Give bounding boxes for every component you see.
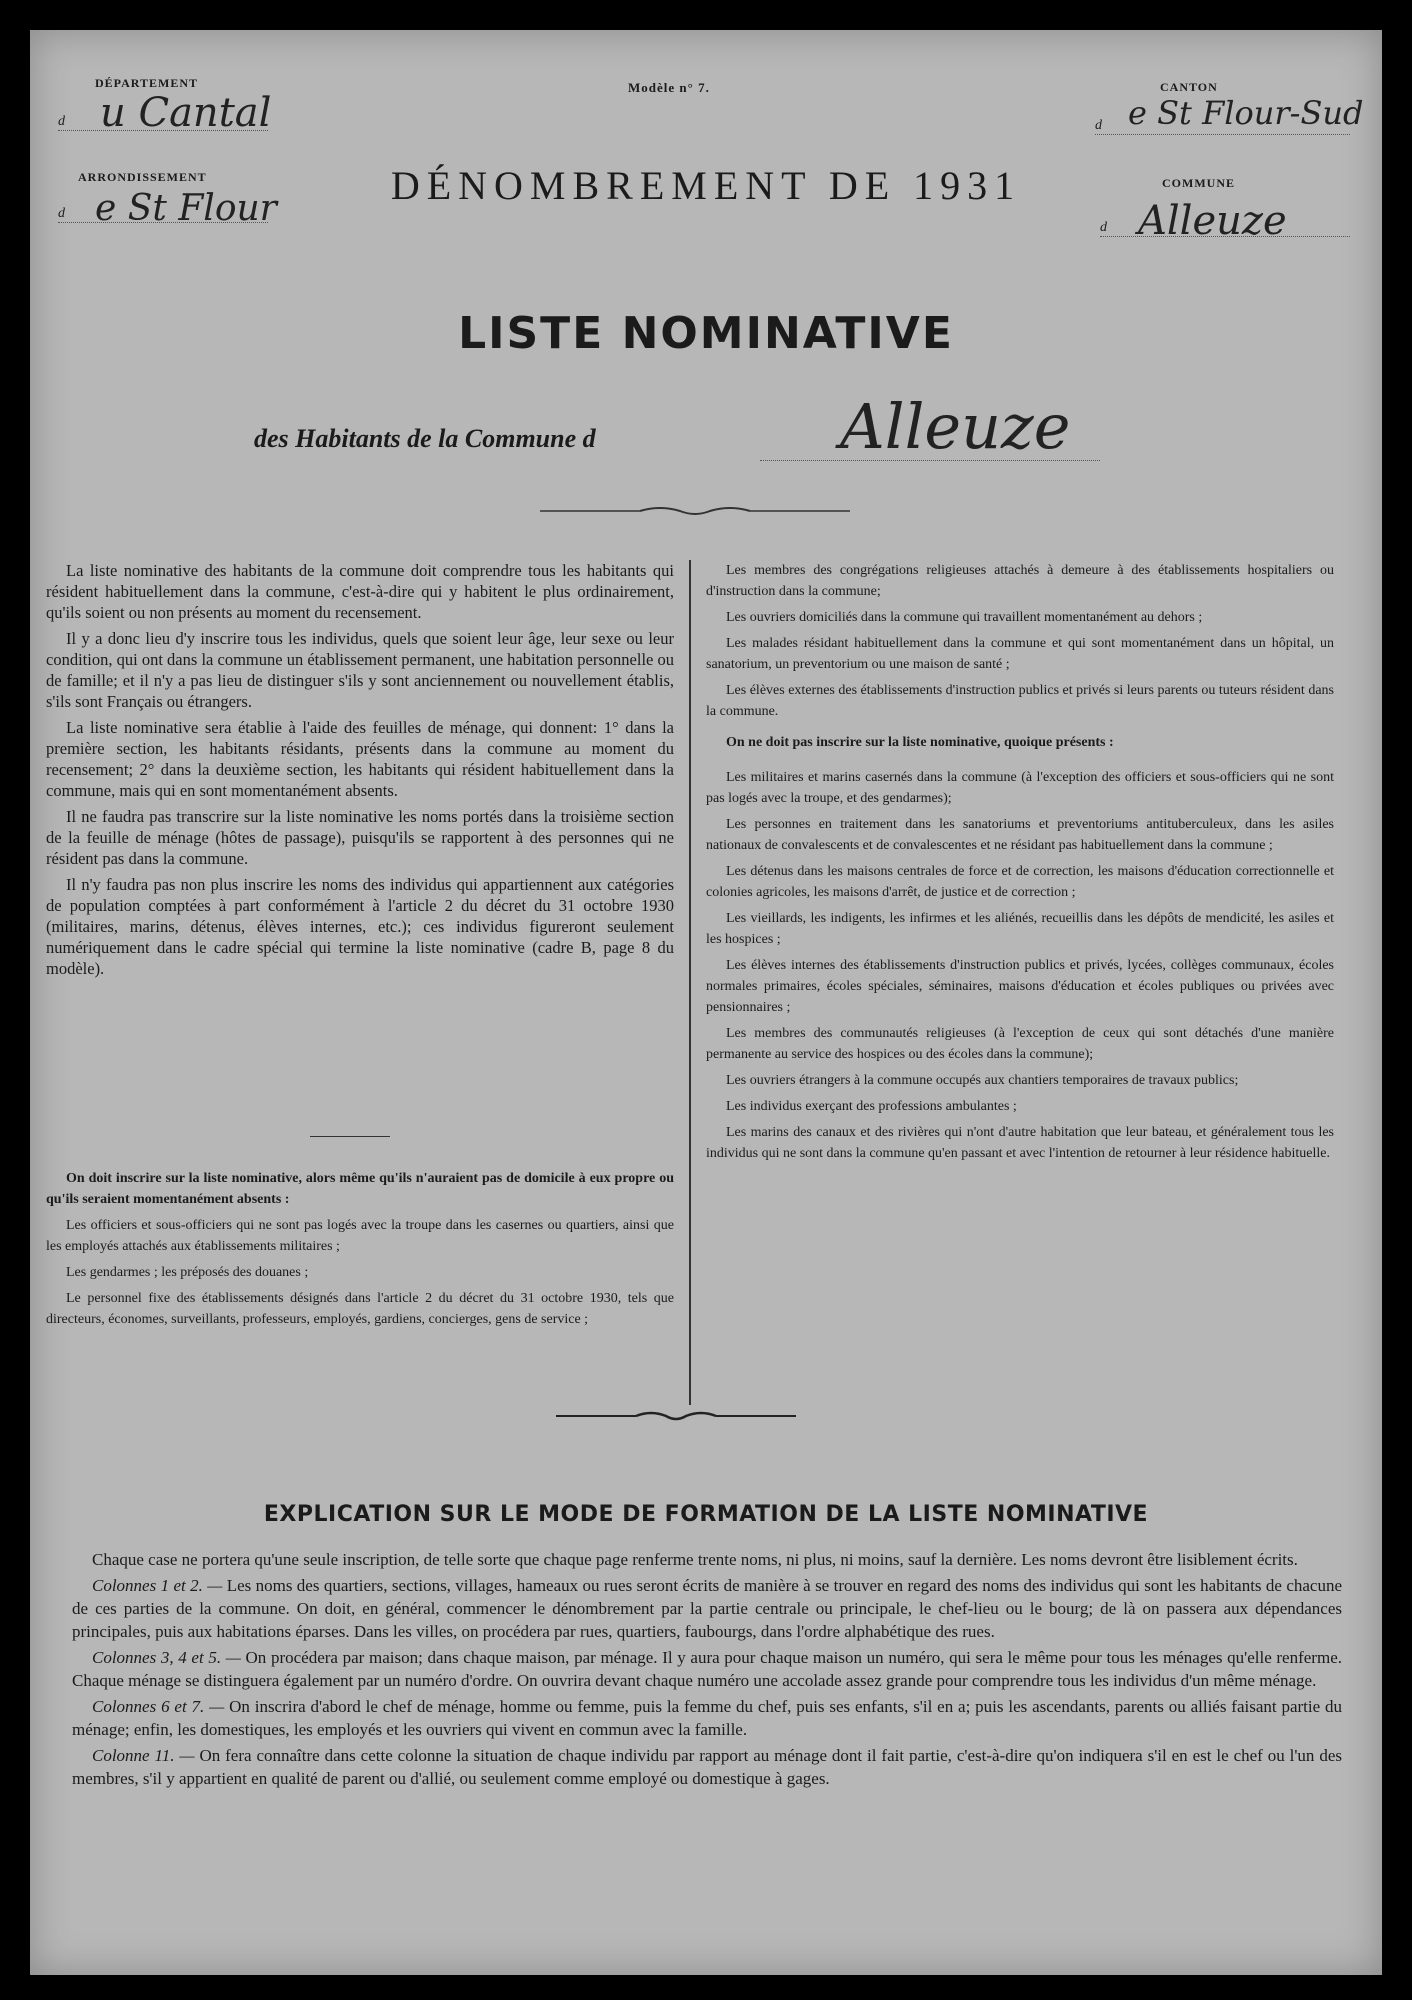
right-exclusion: Les militaires et marins casernés dans la commune (à l'exception des officiers et sous-officiers qui ne sont pas logés avec la troupe, et des gendarmes); bbox=[706, 770, 1334, 806]
arrondissement-label: ARRONDISSEMENT bbox=[78, 170, 207, 184]
right-column bbox=[706, 560, 1334, 1169]
canton-line bbox=[1095, 134, 1350, 135]
ornament-divider-top bbox=[540, 504, 850, 518]
short-rule-left bbox=[310, 1136, 390, 1137]
explanation-paragraph: Chaque case ne portera qu'une seule inscription, de telle sorte que chaque page renferme trente noms, ni plus, ni moins, sauf la dernière. Les noms devront être lisiblement écrits. bbox=[92, 1550, 1298, 1569]
explanation-column-ref: Colonnes 6 et 7. — bbox=[92, 1697, 230, 1716]
commune-value: Alleuze bbox=[1138, 198, 1287, 244]
arrondissement-prefix: d bbox=[58, 206, 65, 221]
liste-heading: LISTE NOMINATIVE bbox=[458, 308, 954, 359]
explanation-paragraph bbox=[72, 1695, 1342, 1741]
right-item: Les malades résidant habituellement dans la commune et qui sont momentanément dans un hôpital, un sanatorium, un preventorium ou une maison de santé ; bbox=[706, 636, 1334, 672]
left-paragraph: La liste nominative sera établie à l'aide des feuilles de ménage, qui donnent: 1° dans la première section, les habitants résidants, présents dans la commune au moment du recensement; 2° dans la deuxième section, les habitants qui résident habituellement dans la commune, mais qui en sont momentanément absents. bbox=[46, 718, 674, 800]
left-paragraph: Il ne faudra pas transcrire sur la liste nominative les noms portés dans la troisième section de la feuille de ménage (hôtes de passage), puisqu'ils se rapportent à des personnes qui ne résident pas dans la commune. bbox=[46, 807, 674, 868]
explanation-text: On fera connaître dans cette colonne la situation de chaque individu par rapport au ménage dont il fait partie, c'est-à-dire qu'on indiquera s'il en est le chef ou l'un des membres, s'il y appartient en qualité de parent ou d'allié, ou seulement comme employé ou domestique à gages. bbox=[72, 1746, 1342, 1788]
explanation-heading: EXPLICATION SUR LE MODE DE FORMATION DE LA LISTE NOMINATIVE bbox=[263, 1502, 1149, 1527]
modele-label: Modèle n° 7. bbox=[628, 80, 710, 95]
ornament-divider-bottom bbox=[556, 1410, 796, 1422]
departement-line bbox=[58, 130, 268, 131]
left-column-lower bbox=[46, 1168, 674, 1335]
arrondissement-line bbox=[58, 222, 268, 223]
left-lower-item: Le personnel fixe des établissements désignés dans l'article 2 du décret du 31 octobre 1930, tels que directeurs, économes, surveillants, professeurs, employés, gardiens, concierges, gens de service ; bbox=[46, 1291, 674, 1327]
subheading-line bbox=[760, 460, 1100, 461]
column-divider bbox=[689, 560, 691, 1405]
habitants-caption: des Habitants de la Commune d bbox=[254, 424, 596, 453]
explanation-text: On procédera par maison; dans chaque maison, par ménage. Il y aura pour chaque maison un numéro, qui sera le même pour tous les ménages qu'elle renferme. Chaque ménage se distinguera également par un numéro d'ordre. On ouvrira devant chaque numéro une accolade assez grande pour comprendre tous les individus d'un même ménage. bbox=[72, 1648, 1342, 1690]
explanation-body bbox=[72, 1548, 1342, 1793]
explanation-paragraph bbox=[72, 1744, 1342, 1790]
right-item: Les élèves externes des établissements d'instruction publics et privés si leurs parents ou tuteurs résident dans la commune. bbox=[706, 683, 1334, 719]
explanation-text: Les noms des quartiers, sections, villages, hameaux ou rues seront écrits de manière à se trouver en regard des noms des individus qui sont les habitants de chacune de ces parties de la commune. On doit, en général, commencer le dénombrement par la partie centrale ou principale, le chef-lieu ou le bourg; de là on passera aux dépendances principales, puis aux habitations éparses. Dans les villes, on procédera par rues, quartiers, faubourgs, dans l'ordre alphabétique des rues. bbox=[72, 1576, 1343, 1641]
right-exclusion: Les marins des canaux et des rivières qui n'ont d'autre habitation que leur bateau, et généralement tous les individus qui ne sont dans la commune qu'en passant et avec l'intention de retourner à leur résidence habituelle. bbox=[706, 1125, 1334, 1161]
left-paragraph: Il n'y faudra pas non plus inscrire les noms des individus qui appartiennent aux catégories de population comptées à part conformément à l'article 2 du décret du 31 octobre 1930 (militaires, marins, détenus, élèves internes, etc.); ces individus figureront seulement numériquement dans le cadre spécial qui termine la liste nominative (cadre B, page 8 du modèle). bbox=[46, 875, 674, 978]
right-exclusion: Les élèves internes des établissements d'instruction publics et privés, lycées, collèges communaux, écoles normales primaires, écoles spéciales, séminaires, maisons d'éducation et écoles publiques ou privées avec pensionnaires ; bbox=[706, 958, 1334, 1015]
departement-label: DÉPARTEMENT bbox=[95, 76, 199, 90]
census-form-page bbox=[30, 30, 1382, 1975]
right-exclusion: Les membres des communautés religieuses (à l'exception de ceux qui sont détachés d'une manière permanente au service des hospices ou des écoles dans la commune); bbox=[706, 1026, 1334, 1062]
right-exclusion: Les individus exerçant des professions ambulantes ; bbox=[726, 1099, 1017, 1114]
right-heading: On ne doit pas inscrire sur la liste nominative, quoique présents : bbox=[726, 735, 1114, 750]
commune-line bbox=[1100, 236, 1350, 237]
departement-prefix: d bbox=[58, 114, 65, 129]
canton-label: CANTON bbox=[1160, 80, 1218, 94]
right-exclusion: Les personnes en traitement dans les sanatoriums et preventoriums antituberculeux, dans les asiles nationaux de convalescents et de convalescentes et ne résidant pas habituellement dans la commune ; bbox=[706, 817, 1334, 853]
right-exclusion: Les ouvriers étrangers à la commune occupés aux chantiers temporaires de travaux publics; bbox=[726, 1073, 1239, 1088]
left-lower-item: Les officiers et sous-officiers qui ne sont pas logés avec la troupe dans les casernes ou quartiers, ainsi que les employés attachés aux établissements militaires ; bbox=[46, 1218, 674, 1254]
departement-value: u Cantal bbox=[100, 90, 272, 136]
canton-prefix: d bbox=[1095, 118, 1102, 133]
right-item: Les membres des congrégations religieuses attachés à demeure à des établissements hospitaliers ou d'instruction dans la commune; bbox=[706, 563, 1334, 599]
commune-label: COMMUNE bbox=[1162, 176, 1235, 190]
commune-prefix: d bbox=[1100, 220, 1107, 235]
right-item: Les ouvriers domiciliés dans la commune qui travaillent momentanément au dehors ; bbox=[726, 610, 1203, 625]
explanation-paragraph bbox=[72, 1646, 1342, 1692]
canton-value: e St Flour-Sud bbox=[1128, 94, 1364, 132]
left-lower-item: Les gendarmes ; les préposés des douanes ; bbox=[66, 1265, 309, 1280]
left-lower-heading: On doit inscrire sur la liste nominative, alors même qu'ils n'auraient pas de domicile à eux propre ou qu'ils seraient momentanément absents : bbox=[46, 1171, 674, 1207]
left-column bbox=[46, 560, 674, 984]
left-paragraph: Il y a donc lieu d'y inscrire tous les individus, quels que soient leur âge, leur sexe ou leur condition, qui ont dans la commune un établissement permanent, une habitation personnelle ou de famille; et il n'y a pas lieu de distinguer s'ils y sont anciennement ou nouvellement établis, s'ils sont Français ou étrangers. bbox=[46, 629, 674, 711]
left-paragraph: La liste nominative des habitants de la commune doit comprendre tous les habitants qui résident habituellement dans la commune, c'est-à-dire qui y habitent le plus ordinairement, qu'ils soient ou non présents au moment du recensement. bbox=[46, 561, 674, 622]
explanation-column-ref: Colonnes 1 et 2. — bbox=[92, 1576, 227, 1595]
right-exclusion: Les vieillards, les indigents, les infirmes et les aliénés, recueillis dans les dépôts de mendicité, les asiles et les hospices ; bbox=[706, 911, 1334, 947]
document-title: DÉNOMBREMENT DE 1931 bbox=[390, 163, 1022, 208]
explanation-text: On inscrira d'abord le chef de ménage, homme ou femme, puis la femme du chef, puis ses enfants, s'il en a; puis les ascendants, parents ou alliés faisant partie du ménage; enfin, les domestiques, les employés et les ouvriers qui vivent en commun avec la famille. bbox=[72, 1697, 1343, 1739]
right-exclusion: Les détenus dans les maisons centrales de force et de correction, les maisons d'éducation correctionnelle et colonies agricoles, les maisons d'arrêt, de justice et de correction ; bbox=[706, 864, 1334, 900]
explanation-column-ref: Colonne 11. — bbox=[92, 1746, 200, 1765]
explanation-column-ref: Colonnes 3, 4 et 5. — bbox=[92, 1648, 246, 1667]
arrondissement-value: e St Flour bbox=[95, 188, 277, 229]
explanation-paragraph bbox=[72, 1574, 1342, 1643]
commune-handwritten: Alleuze bbox=[840, 390, 1071, 463]
